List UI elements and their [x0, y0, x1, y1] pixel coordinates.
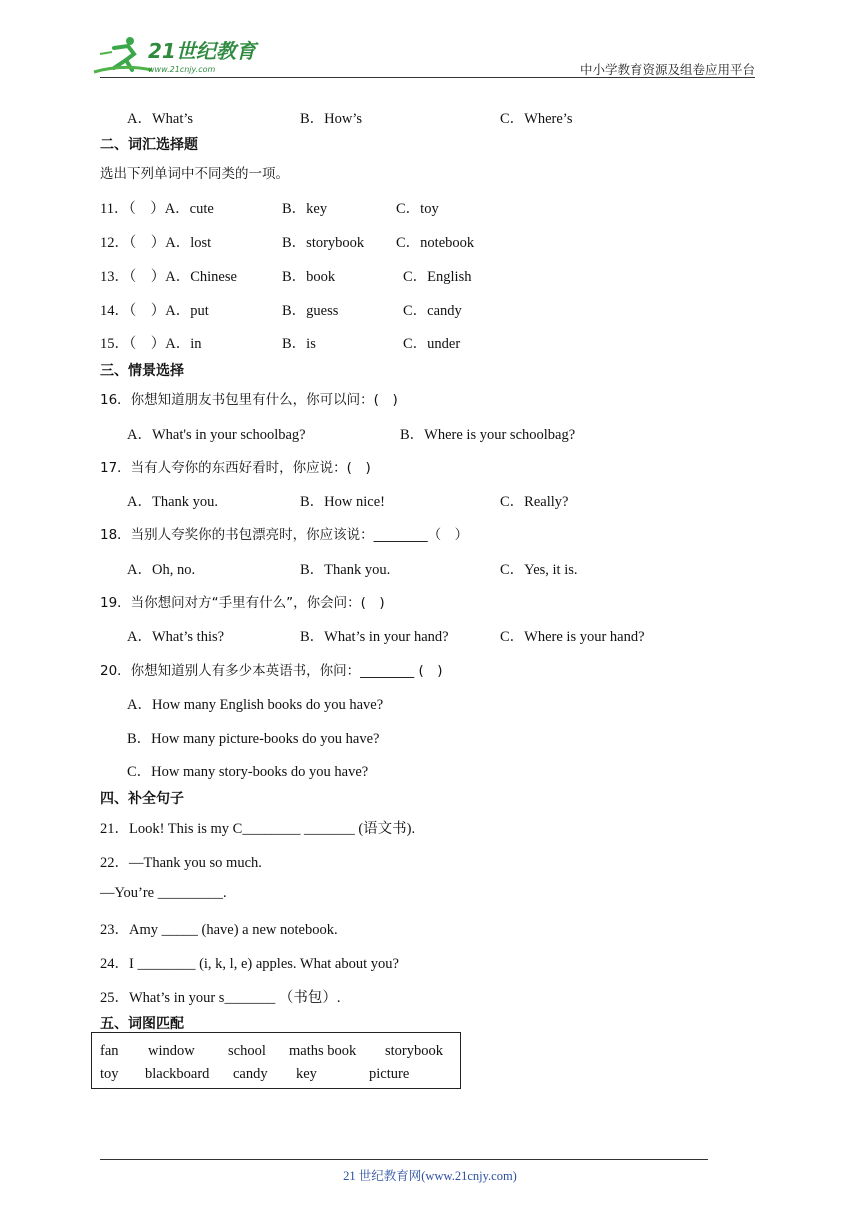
question-12-option-c: C．notebook — [396, 235, 475, 251]
runner-icon — [94, 37, 152, 72]
section-title-situation: 三、情景选择 — [100, 363, 184, 379]
question-16-option-a: A．What's in your schoolbag? — [127, 427, 306, 443]
question-11-option-c: C．toy — [396, 201, 439, 217]
question-17-stem: 17．当有人夸你的东西好看时，你应说：( ) — [100, 460, 371, 476]
section-title-completion: 四、补全句子 — [100, 791, 184, 807]
question-14: 14．（ ）A．put — [100, 303, 209, 319]
word-bank-item: candy — [233, 1066, 268, 1082]
question-15: 15．（ ）A．in — [100, 336, 202, 352]
word-bank-item: blackboard — [145, 1066, 210, 1082]
question-12-option-b: B．storybook — [282, 235, 365, 251]
section-title-vocab: 二、词汇选择题 — [100, 137, 198, 153]
question-18-option-b: B．Thank you. — [300, 562, 391, 578]
question-22-line-1: 22．—Thank you so much. — [100, 855, 262, 871]
prev-option-c: C．Where’s — [500, 111, 573, 127]
question-23: 23．Amy _____ (have) a new notebook. — [100, 922, 338, 938]
word-bank-item: storybook — [385, 1043, 443, 1059]
question-15-option-c: C．under — [403, 336, 461, 352]
question-15-option-b: B．is — [282, 336, 316, 352]
prev-option-b: B．How’s — [300, 111, 363, 127]
question-12: 12．（ ）A．lost — [100, 235, 212, 251]
logo-text: 21世纪教育 — [148, 39, 256, 63]
question-19-stem: 19．当你想问对方“手里有什么”，你会问：( ) — [100, 595, 385, 611]
question-19-option-c: C．Where is your hand? — [500, 629, 645, 645]
question-18-stem: 18．当别人夸奖你的书包漂亮时，你应该说：________（ ） — [100, 527, 469, 543]
word-bank-item: school — [228, 1043, 266, 1059]
question-13-option-b: B．book — [282, 269, 336, 285]
word-bank-item: window — [148, 1043, 195, 1059]
question-11: 11．（ ）A．cute — [100, 201, 214, 217]
footer-divider — [100, 1159, 708, 1160]
question-14-option-c: C．candy — [403, 303, 462, 319]
question-22-line-2: —You’re _________. — [100, 885, 227, 901]
question-20-stem: 20．你想知道别人有多少本英语书，你问：________ ( ) — [100, 663, 443, 679]
question-14-option-b: B．guess — [282, 303, 339, 319]
footer-link[interactable]: 21 世纪教育网(www.21cnjy.com) — [343, 1169, 517, 1183]
question-20-option-b: B．How many picture-books do you have? — [127, 731, 380, 747]
question-19-option-b: B．What’s in your hand? — [300, 629, 449, 645]
question-16-stem: 16．你想知道朋友书包里有什么，你可以问：( ) — [100, 392, 398, 408]
section-title-matching: 五、词图匹配 — [100, 1016, 184, 1032]
question-11-option-b: B．key — [282, 201, 328, 217]
question-18-option-a: A．Oh, no. — [127, 562, 196, 578]
question-16-option-b: B．Where is your schoolbag? — [400, 427, 576, 443]
question-18-option-c: C．Yes, it is. — [500, 562, 578, 578]
question-17-option-b: B．How nice! — [300, 494, 385, 510]
word-bank-item: key — [296, 1066, 317, 1082]
header-platform-text: 中小学教育资源及组卷应用平台 — [579, 62, 755, 77]
question-13: 13．（ ）A．Chinese — [100, 269, 237, 285]
logo-url: www.21cnjy.com — [148, 65, 216, 74]
word-bank-item: fan — [100, 1043, 119, 1059]
word-bank-item: picture — [369, 1066, 410, 1082]
question-25: 25．What’s in your s_______ （书包）. — [100, 990, 341, 1006]
question-21: 21．Look! This is my C________ _______ (语文书). — [100, 821, 416, 837]
question-13-option-c: C．English — [403, 269, 472, 285]
question-20-option-c: C．How many story-books do you have? — [127, 764, 369, 780]
word-bank-item: toy — [100, 1066, 119, 1082]
site-logo — [92, 34, 262, 78]
prev-option-a: A．What’s — [127, 111, 194, 127]
question-17-option-c: C．Really? — [500, 494, 569, 510]
question-20-option-a: A．How many English books do you have? — [127, 697, 384, 713]
question-19-option-a: A．What’s this? — [127, 629, 225, 645]
section-instruction: 选出下列单词中不同类的一项。 — [100, 166, 289, 182]
question-24: 24．I ________ (i, k, l, e) apples. What about you? — [100, 956, 399, 972]
question-17-option-a: A．Thank you. — [127, 494, 219, 510]
header-divider — [100, 77, 755, 78]
word-bank-item: maths book — [289, 1043, 357, 1059]
